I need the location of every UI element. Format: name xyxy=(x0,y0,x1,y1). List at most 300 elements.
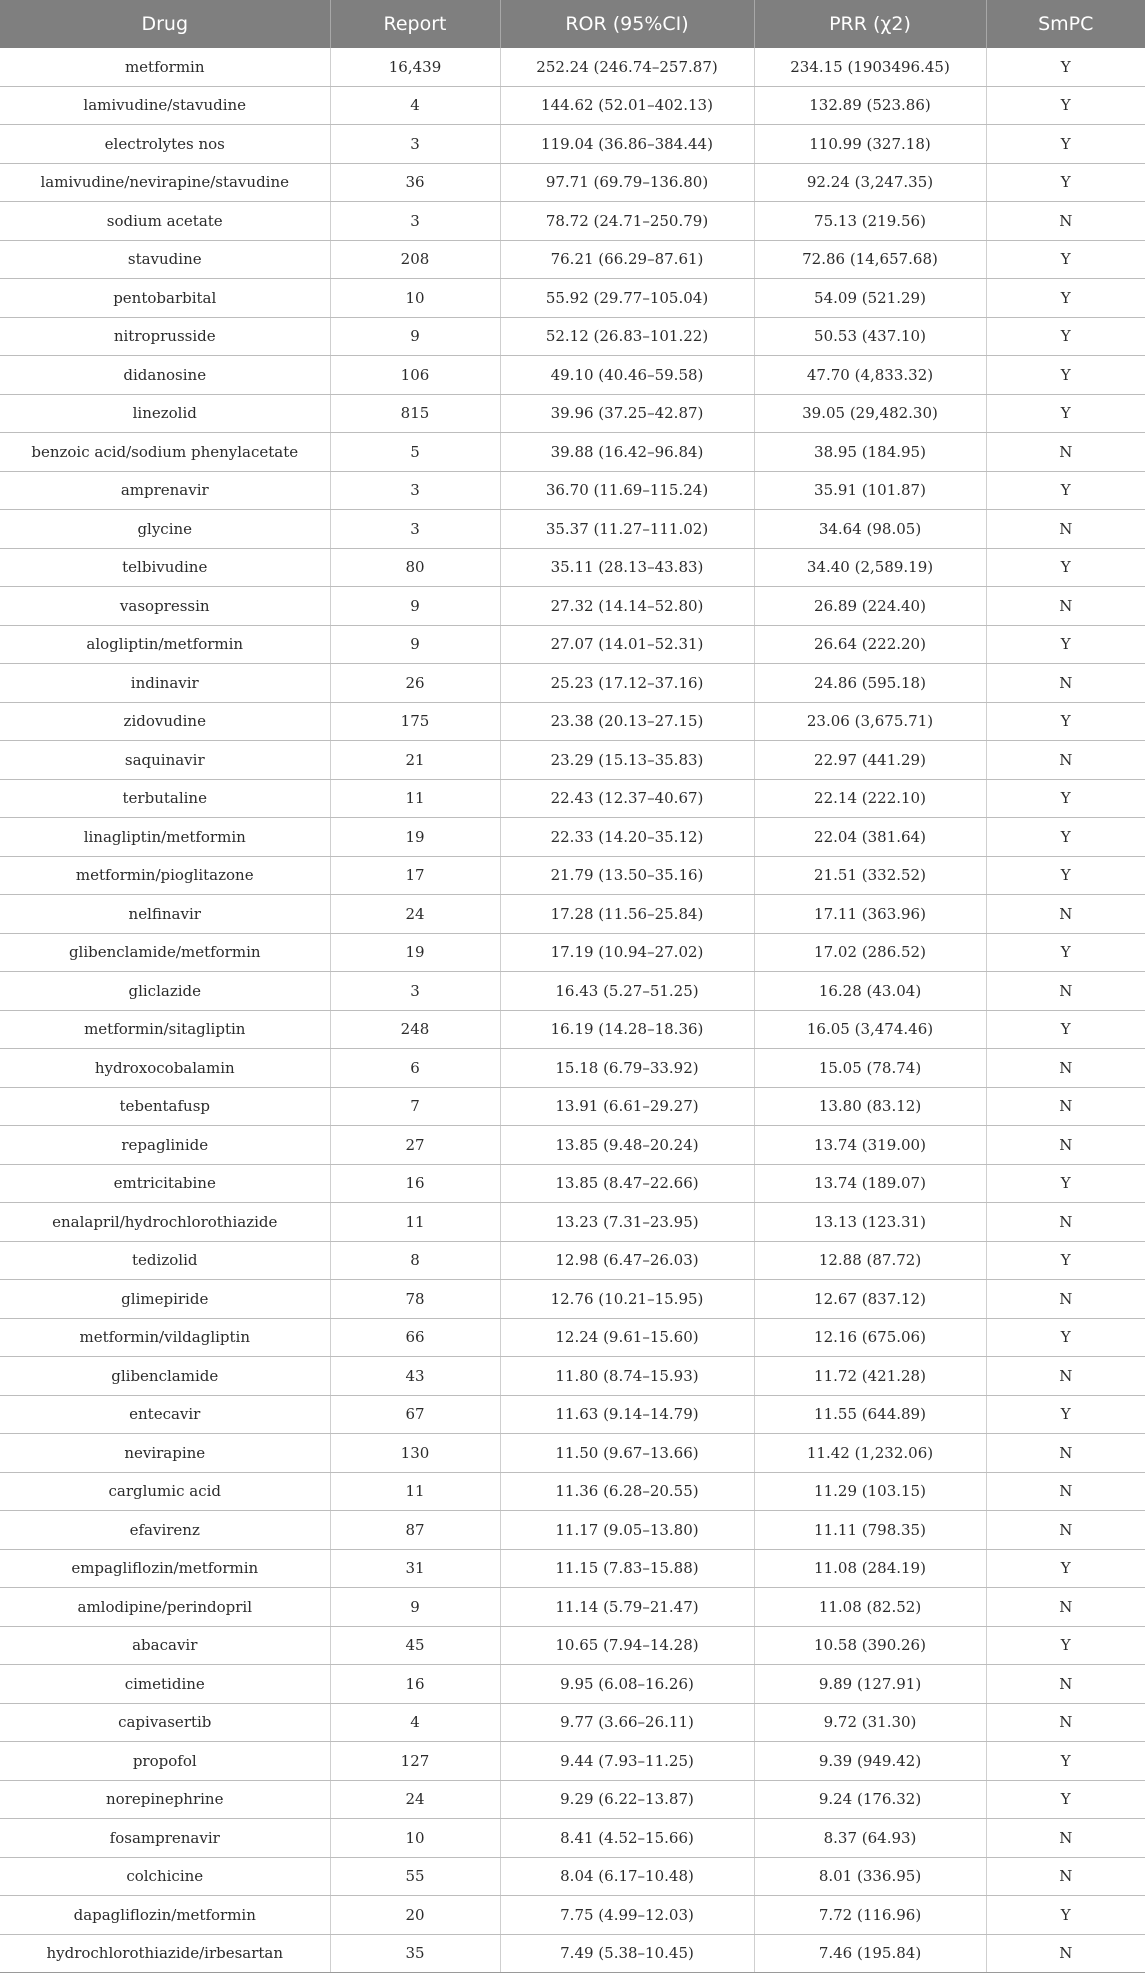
cell-prr: 22.04 (381.64) xyxy=(754,818,986,857)
table-row xyxy=(0,1549,1145,1588)
cell-report: 11 xyxy=(330,1203,500,1242)
cell-prr: 11.08 (82.52) xyxy=(754,1588,986,1627)
cell-prr: 11.29 (103.15) xyxy=(754,1472,986,1511)
cell-prr: 16.05 (3,474.46) xyxy=(754,1010,986,1049)
cell-report: 9 xyxy=(330,317,500,356)
cell-drug: fosamprenavir xyxy=(0,1819,330,1858)
cell-report: 55 xyxy=(330,1857,500,1896)
cell-prr: 34.40 (2,589.19) xyxy=(754,548,986,587)
header-smpc: SmPC xyxy=(986,0,1145,48)
cell-smpc: Y xyxy=(986,1395,1145,1434)
table-row xyxy=(0,664,1145,703)
cell-report: 16 xyxy=(330,1164,500,1203)
table-row xyxy=(0,240,1145,279)
cell-ror: 13.85 (9.48–20.24) xyxy=(500,1126,754,1165)
cell-drug: norepinephrine xyxy=(0,1780,330,1819)
cell-prr: 24.86 (595.18) xyxy=(754,664,986,703)
cell-prr: 21.51 (332.52) xyxy=(754,856,986,895)
cell-prr: 13.74 (189.07) xyxy=(754,1164,986,1203)
cell-prr: 12.88 (87.72) xyxy=(754,1241,986,1280)
cell-smpc: Y xyxy=(986,625,1145,664)
table-body xyxy=(0,48,1145,1973)
cell-drug: capivasertib xyxy=(0,1703,330,1742)
cell-prr: 110.99 (327.18) xyxy=(754,125,986,164)
cell-drug: repaglinide xyxy=(0,1126,330,1165)
table-row xyxy=(0,48,1145,86)
cell-drug: propofol xyxy=(0,1742,330,1781)
cell-drug: dapagliflozin/metformin xyxy=(0,1896,330,1935)
cell-prr: 12.67 (837.12) xyxy=(754,1280,986,1319)
table-row xyxy=(0,279,1145,318)
cell-drug: nelfinavir xyxy=(0,895,330,934)
cell-report: 43 xyxy=(330,1357,500,1396)
table-row xyxy=(0,1511,1145,1550)
table-row xyxy=(0,1318,1145,1357)
cell-ror: 27.32 (14.14–52.80) xyxy=(500,587,754,626)
cell-drug: nevirapine xyxy=(0,1434,330,1473)
cell-ror: 17.19 (10.94–27.02) xyxy=(500,933,754,972)
table-row xyxy=(0,1395,1145,1434)
cell-ror: 13.85 (8.47–22.66) xyxy=(500,1164,754,1203)
cell-report: 10 xyxy=(330,1819,500,1858)
cell-prr: 17.02 (286.52) xyxy=(754,933,986,972)
cell-smpc: N xyxy=(986,741,1145,780)
table-row xyxy=(0,510,1145,549)
cell-ror: 76.21 (66.29–87.61) xyxy=(500,240,754,279)
cell-report: 80 xyxy=(330,548,500,587)
cell-smpc: N xyxy=(986,664,1145,703)
table-row xyxy=(0,1896,1145,1935)
cell-drug: benzoic acid/sodium phenylacetate xyxy=(0,433,330,472)
cell-drug: terbutaline xyxy=(0,779,330,818)
cell-report: 248 xyxy=(330,1010,500,1049)
cell-ror: 11.17 (9.05–13.80) xyxy=(500,1511,754,1550)
table-row xyxy=(0,163,1145,202)
cell-smpc: N xyxy=(986,1934,1145,1973)
cell-prr: 38.95 (184.95) xyxy=(754,433,986,472)
cell-report: 11 xyxy=(330,1472,500,1511)
cell-report: 66 xyxy=(330,1318,500,1357)
cell-smpc: Y xyxy=(986,48,1145,86)
cell-ror: 15.18 (6.79–33.92) xyxy=(500,1049,754,1088)
cell-report: 3 xyxy=(330,972,500,1011)
table-row xyxy=(0,394,1145,433)
cell-prr: 7.46 (195.84) xyxy=(754,1934,986,1973)
cell-drug: lamivudine/nevirapine/stavudine xyxy=(0,163,330,202)
table-row xyxy=(0,1241,1145,1280)
cell-smpc: N xyxy=(986,1126,1145,1165)
cell-prr: 13.74 (319.00) xyxy=(754,1126,986,1165)
cell-report: 21 xyxy=(330,741,500,780)
cell-drug: glimepiride xyxy=(0,1280,330,1319)
cell-ror: 13.23 (7.31–23.95) xyxy=(500,1203,754,1242)
cell-smpc: Y xyxy=(986,163,1145,202)
cell-smpc: Y xyxy=(986,240,1145,279)
cell-smpc: N xyxy=(986,1280,1145,1319)
cell-smpc: N xyxy=(986,1588,1145,1627)
cell-ror: 119.04 (36.86–384.44) xyxy=(500,125,754,164)
cell-drug: nitroprusside xyxy=(0,317,330,356)
table-row xyxy=(0,1780,1145,1819)
cell-report: 27 xyxy=(330,1126,500,1165)
cell-prr: 11.08 (284.19) xyxy=(754,1549,986,1588)
table-row xyxy=(0,625,1145,664)
cell-smpc: Y xyxy=(986,1626,1145,1665)
cell-smpc: Y xyxy=(986,86,1145,125)
cell-ror: 23.38 (20.13–27.15) xyxy=(500,702,754,741)
cell-smpc: Y xyxy=(986,779,1145,818)
cell-smpc: N xyxy=(986,1472,1145,1511)
cell-ror: 16.19 (14.28–18.36) xyxy=(500,1010,754,1049)
cell-drug: telbivudine xyxy=(0,548,330,587)
header-prr: PRR (χ2) xyxy=(754,0,986,48)
cell-ror: 17.28 (11.56–25.84) xyxy=(500,895,754,934)
cell-drug: amprenavir xyxy=(0,471,330,510)
cell-ror: 11.15 (7.83–15.88) xyxy=(500,1549,754,1588)
cell-prr: 13.80 (83.12) xyxy=(754,1087,986,1126)
cell-prr: 26.89 (224.40) xyxy=(754,587,986,626)
cell-drug: vasopressin xyxy=(0,587,330,626)
cell-report: 35 xyxy=(330,1934,500,1973)
cell-smpc: N xyxy=(986,1357,1145,1396)
header-row xyxy=(0,0,1145,48)
cell-drug: sodium acetate xyxy=(0,202,330,241)
cell-smpc: N xyxy=(986,895,1145,934)
cell-report: 26 xyxy=(330,664,500,703)
table-row xyxy=(0,317,1145,356)
cell-report: 87 xyxy=(330,1511,500,1550)
cell-prr: 11.72 (421.28) xyxy=(754,1357,986,1396)
cell-drug: metformin/sitagliptin xyxy=(0,1010,330,1049)
cell-ror: 144.62 (52.01–402.13) xyxy=(500,86,754,125)
cell-smpc: N xyxy=(986,1434,1145,1473)
cell-ror: 22.33 (14.20–35.12) xyxy=(500,818,754,857)
cell-prr: 13.13 (123.31) xyxy=(754,1203,986,1242)
cell-drug: hydroxocobalamin xyxy=(0,1049,330,1088)
cell-ror: 9.29 (6.22–13.87) xyxy=(500,1780,754,1819)
cell-drug: glycine xyxy=(0,510,330,549)
cell-drug: lamivudine/stavudine xyxy=(0,86,330,125)
cell-ror: 252.24 (246.74–257.87) xyxy=(500,48,754,86)
cell-prr: 47.70 (4,833.32) xyxy=(754,356,986,395)
cell-ror: 8.41 (4.52–15.66) xyxy=(500,1819,754,1858)
cell-drug: colchicine xyxy=(0,1857,330,1896)
cell-prr: 39.05 (29,482.30) xyxy=(754,394,986,433)
cell-ror: 25.23 (17.12–37.16) xyxy=(500,664,754,703)
cell-ror: 52.12 (26.83–101.22) xyxy=(500,317,754,356)
table-row xyxy=(0,895,1145,934)
table-row xyxy=(0,933,1145,972)
cell-prr: 8.01 (336.95) xyxy=(754,1857,986,1896)
table-row xyxy=(0,1626,1145,1665)
cell-drug: linezolid xyxy=(0,394,330,433)
cell-prr: 9.39 (949.42) xyxy=(754,1742,986,1781)
cell-drug: metformin/pioglitazone xyxy=(0,856,330,895)
cell-ror: 12.98 (6.47–26.03) xyxy=(500,1241,754,1280)
table-row xyxy=(0,1857,1145,1896)
cell-drug: cimetidine xyxy=(0,1665,330,1704)
cell-drug: indinavir xyxy=(0,664,330,703)
cell-ror: 35.11 (28.13–43.83) xyxy=(500,548,754,587)
cell-prr: 9.72 (31.30) xyxy=(754,1703,986,1742)
cell-prr: 7.72 (116.96) xyxy=(754,1896,986,1935)
cell-smpc: Y xyxy=(986,1549,1145,1588)
cell-smpc: Y xyxy=(986,1742,1145,1781)
cell-drug: saquinavir xyxy=(0,741,330,780)
cell-smpc: Y xyxy=(986,933,1145,972)
cell-report: 20 xyxy=(330,1896,500,1935)
table-row xyxy=(0,356,1145,395)
cell-smpc: N xyxy=(986,202,1145,241)
cell-prr: 9.89 (127.91) xyxy=(754,1665,986,1704)
cell-smpc: N xyxy=(986,1665,1145,1704)
cell-drug: tedizolid xyxy=(0,1241,330,1280)
table-row xyxy=(0,125,1145,164)
cell-prr: 50.53 (437.10) xyxy=(754,317,986,356)
cell-smpc: N xyxy=(986,1087,1145,1126)
table-row xyxy=(0,972,1145,1011)
cell-drug: didanosine xyxy=(0,356,330,395)
cell-report: 45 xyxy=(330,1626,500,1665)
cell-ror: 10.65 (7.94–14.28) xyxy=(500,1626,754,1665)
table-row xyxy=(0,433,1145,472)
cell-ror: 11.50 (9.67–13.66) xyxy=(500,1434,754,1473)
cell-prr: 12.16 (675.06) xyxy=(754,1318,986,1357)
cell-ror: 9.95 (6.08–16.26) xyxy=(500,1665,754,1704)
table-row xyxy=(0,1742,1145,1781)
table-row xyxy=(0,202,1145,241)
cell-report: 17 xyxy=(330,856,500,895)
table-row xyxy=(0,1588,1145,1627)
table-row xyxy=(0,1087,1145,1126)
cell-drug: carglumic acid xyxy=(0,1472,330,1511)
cell-ror: 16.43 (5.27–51.25) xyxy=(500,972,754,1011)
cell-ror: 9.44 (7.93–11.25) xyxy=(500,1742,754,1781)
cell-report: 16 xyxy=(330,1665,500,1704)
cell-report: 175 xyxy=(330,702,500,741)
cell-smpc: Y xyxy=(986,356,1145,395)
table-row xyxy=(0,1126,1145,1165)
cell-prr: 75.13 (219.56) xyxy=(754,202,986,241)
table-row xyxy=(0,1703,1145,1742)
cell-report: 130 xyxy=(330,1434,500,1473)
cell-report: 24 xyxy=(330,1780,500,1819)
cell-report: 31 xyxy=(330,1549,500,1588)
table-row xyxy=(0,548,1145,587)
cell-prr: 9.24 (176.32) xyxy=(754,1780,986,1819)
cell-ror: 36.70 (11.69–115.24) xyxy=(500,471,754,510)
cell-smpc: Y xyxy=(986,1241,1145,1280)
cell-ror: 8.04 (6.17–10.48) xyxy=(500,1857,754,1896)
cell-prr: 35.91 (101.87) xyxy=(754,471,986,510)
cell-smpc: Y xyxy=(986,279,1145,318)
cell-ror: 12.76 (10.21–15.95) xyxy=(500,1280,754,1319)
cell-prr: 34.64 (98.05) xyxy=(754,510,986,549)
cell-smpc: Y xyxy=(986,1164,1145,1203)
cell-ror: 97.71 (69.79–136.80) xyxy=(500,163,754,202)
cell-report: 7 xyxy=(330,1087,500,1126)
cell-prr: 72.86 (14,657.68) xyxy=(754,240,986,279)
cell-smpc: N xyxy=(986,1511,1145,1550)
cell-report: 5 xyxy=(330,433,500,472)
cell-smpc: Y xyxy=(986,856,1145,895)
cell-prr: 234.15 (1903496.45) xyxy=(754,48,986,86)
header-drug: Drug xyxy=(0,0,330,48)
cell-smpc: Y xyxy=(986,1780,1145,1819)
cell-report: 208 xyxy=(330,240,500,279)
cell-report: 19 xyxy=(330,933,500,972)
cell-prr: 22.97 (441.29) xyxy=(754,741,986,780)
cell-report: 106 xyxy=(330,356,500,395)
cell-drug: pentobarbital xyxy=(0,279,330,318)
cell-prr: 22.14 (222.10) xyxy=(754,779,986,818)
cell-ror: 11.80 (8.74–15.93) xyxy=(500,1357,754,1396)
table-row xyxy=(0,702,1145,741)
table-row xyxy=(0,856,1145,895)
cell-report: 8 xyxy=(330,1241,500,1280)
cell-smpc: Y xyxy=(986,125,1145,164)
cell-report: 11 xyxy=(330,779,500,818)
cell-drug: zidovudine xyxy=(0,702,330,741)
table-row xyxy=(0,471,1145,510)
cell-report: 815 xyxy=(330,394,500,433)
cell-drug: tebentafusp xyxy=(0,1087,330,1126)
cell-ror: 39.96 (37.25–42.87) xyxy=(500,394,754,433)
cell-smpc: N xyxy=(986,1857,1145,1896)
cell-drug: efavirenz xyxy=(0,1511,330,1550)
cell-ror: 13.91 (6.61–29.27) xyxy=(500,1087,754,1126)
cell-ror: 23.29 (15.13–35.83) xyxy=(500,741,754,780)
cell-report: 3 xyxy=(330,471,500,510)
cell-drug: stavudine xyxy=(0,240,330,279)
cell-prr: 15.05 (78.74) xyxy=(754,1049,986,1088)
cell-smpc: N xyxy=(986,433,1145,472)
cell-ror: 22.43 (12.37–40.67) xyxy=(500,779,754,818)
cell-drug: enalapril/hydrochlorothiazide xyxy=(0,1203,330,1242)
cell-smpc: N xyxy=(986,972,1145,1011)
cell-report: 24 xyxy=(330,895,500,934)
cell-prr: 92.24 (3,247.35) xyxy=(754,163,986,202)
cell-drug: glibenclamide/metformin xyxy=(0,933,330,972)
cell-drug: linagliptin/metformin xyxy=(0,818,330,857)
cell-prr: 54.09 (521.29) xyxy=(754,279,986,318)
table-row xyxy=(0,1472,1145,1511)
table-row xyxy=(0,1010,1145,1049)
table-row xyxy=(0,1434,1145,1473)
cell-report: 9 xyxy=(330,587,500,626)
cell-report: 3 xyxy=(330,510,500,549)
cell-smpc: N xyxy=(986,510,1145,549)
cell-report: 19 xyxy=(330,818,500,857)
cell-drug: abacavir xyxy=(0,1626,330,1665)
cell-report: 16,439 xyxy=(330,48,500,86)
cell-report: 3 xyxy=(330,202,500,241)
cell-drug: emtricitabine xyxy=(0,1164,330,1203)
cell-report: 4 xyxy=(330,1703,500,1742)
header-report: Report xyxy=(330,0,500,48)
cell-drug: hydrochlorothiazide/irbesartan xyxy=(0,1934,330,1973)
cell-smpc: N xyxy=(986,1049,1145,1088)
cell-ror: 39.88 (16.42–96.84) xyxy=(500,433,754,472)
cell-prr: 10.58 (390.26) xyxy=(754,1626,986,1665)
table-row xyxy=(0,818,1145,857)
cell-report: 67 xyxy=(330,1395,500,1434)
table-row xyxy=(0,741,1145,780)
table-row xyxy=(0,1934,1145,1973)
cell-report: 78 xyxy=(330,1280,500,1319)
cell-report: 127 xyxy=(330,1742,500,1781)
cell-prr: 11.11 (798.35) xyxy=(754,1511,986,1550)
table-row xyxy=(0,587,1145,626)
table-header xyxy=(0,0,1145,48)
cell-smpc: Y xyxy=(986,394,1145,433)
cell-drug: metformin/vildagliptin xyxy=(0,1318,330,1357)
cell-ror: 11.36 (6.28–20.55) xyxy=(500,1472,754,1511)
cell-report: 9 xyxy=(330,1588,500,1627)
cell-ror: 78.72 (24.71–250.79) xyxy=(500,202,754,241)
cell-drug: metformin xyxy=(0,48,330,86)
cell-report: 6 xyxy=(330,1049,500,1088)
cell-drug: empagliflozin/metformin xyxy=(0,1549,330,1588)
header-ror: ROR (95%CI) xyxy=(500,0,754,48)
cell-ror: 12.24 (9.61–15.60) xyxy=(500,1318,754,1357)
table-row xyxy=(0,1049,1145,1088)
cell-drug: alogliptin/metformin xyxy=(0,625,330,664)
table-row xyxy=(0,86,1145,125)
cell-report: 3 xyxy=(330,125,500,164)
cell-prr: 8.37 (64.93) xyxy=(754,1819,986,1858)
cell-report: 10 xyxy=(330,279,500,318)
cell-prr: 11.55 (644.89) xyxy=(754,1395,986,1434)
cell-ror: 27.07 (14.01–52.31) xyxy=(500,625,754,664)
table-row xyxy=(0,1203,1145,1242)
cell-ror: 7.75 (4.99–12.03) xyxy=(500,1896,754,1935)
cell-report: 4 xyxy=(330,86,500,125)
table-row xyxy=(0,1357,1145,1396)
cell-smpc: N xyxy=(986,1203,1145,1242)
cell-prr: 16.28 (43.04) xyxy=(754,972,986,1011)
cell-smpc: Y xyxy=(986,1010,1145,1049)
cell-ror: 35.37 (11.27–111.02) xyxy=(500,510,754,549)
table-row xyxy=(0,1665,1145,1704)
cell-drug: glibenclamide xyxy=(0,1357,330,1396)
cell-drug: electrolytes nos xyxy=(0,125,330,164)
cell-ror: 11.63 (9.14–14.79) xyxy=(500,1395,754,1434)
cell-prr: 11.42 (1,232.06) xyxy=(754,1434,986,1473)
cell-smpc: N xyxy=(986,1819,1145,1858)
table-row xyxy=(0,1819,1145,1858)
cell-prr: 132.89 (523.86) xyxy=(754,86,986,125)
cell-prr: 23.06 (3,675.71) xyxy=(754,702,986,741)
cell-ror: 55.92 (29.77–105.04) xyxy=(500,279,754,318)
cell-report: 36 xyxy=(330,163,500,202)
cell-prr: 17.11 (363.96) xyxy=(754,895,986,934)
cell-smpc: N xyxy=(986,587,1145,626)
cell-smpc: Y xyxy=(986,818,1145,857)
cell-ror: 11.14 (5.79–21.47) xyxy=(500,1588,754,1627)
cell-ror: 7.49 (5.38–10.45) xyxy=(500,1934,754,1973)
cell-smpc: Y xyxy=(986,702,1145,741)
cell-smpc: Y xyxy=(986,1318,1145,1357)
cell-report: 9 xyxy=(330,625,500,664)
cell-smpc: Y xyxy=(986,471,1145,510)
cell-ror: 21.79 (13.50–35.16) xyxy=(500,856,754,895)
cell-smpc: Y xyxy=(986,317,1145,356)
cell-drug: gliclazide xyxy=(0,972,330,1011)
cell-drug: entecavir xyxy=(0,1395,330,1434)
cell-prr: 26.64 (222.20) xyxy=(754,625,986,664)
cell-ror: 9.77 (3.66–26.11) xyxy=(500,1703,754,1742)
